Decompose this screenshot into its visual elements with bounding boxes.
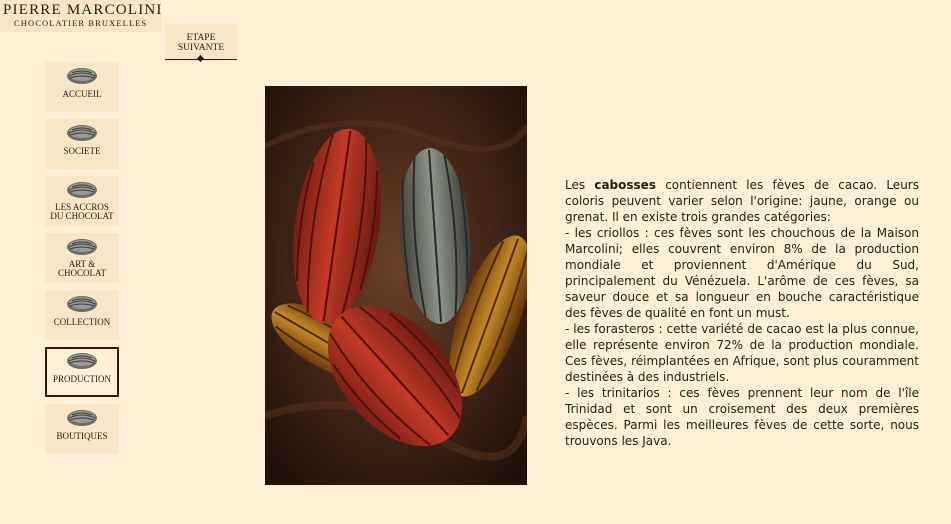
next-step-label-line1: ETAPE — [186, 33, 216, 43]
nav-label: ACCUEIL — [62, 89, 102, 99]
nav-label: BOUTIQUES — [56, 431, 108, 441]
nav-label-line2: CHOCOLAT — [57, 268, 106, 278]
next-step-label-line2: SUIVANTE — [177, 43, 225, 53]
nav-label: LES ACCROS — [55, 202, 109, 212]
nav-label-line2: DU CHOCOLAT — [50, 211, 114, 221]
nav-item-collection[interactable] — [45, 290, 119, 340]
cacao-pods-illustration — [265, 86, 527, 485]
cacao-pods-photo — [265, 86, 527, 485]
production-description — [565, 177, 919, 449]
intro-keyword: cabosses — [594, 178, 656, 192]
nav-item-les-accros[interactable] — [45, 176, 119, 226]
nav-item-production[interactable] — [45, 347, 119, 397]
nav-label: COLLECTION — [53, 317, 111, 327]
brand-logo[interactable] — [0, 0, 161, 32]
criollos-paragraph: - les criollos : ces fèves sont les chouchous de la Maison Marcolini; elles couvrent environ 8% de la production mondiale et proviennent d'Amérique du Sud, principalement du Vénézuela. L'arôme de ces fèves, sa saveur douce et sa longueur en bouche caractéristique des fèves de qualité en font un must. — [565, 226, 919, 320]
nav-label: ART & — [68, 259, 96, 269]
intro-prefix: Les — [565, 178, 595, 192]
cacao-bean-icon — [66, 123, 98, 143]
diamond-icon — [197, 55, 204, 62]
nav-item-boutiques[interactable] — [45, 404, 119, 454]
nav-label: SOCIETE — [63, 146, 101, 156]
cacao-bean-icon — [66, 180, 98, 200]
intro-text: contiennent les fèves de cacao. Leurs coloris peuvent varier selon l'origine: jaune, orange ou grenat. Il en existe trois grandes catégories: — [565, 178, 919, 224]
cacao-bean-icon — [66, 408, 98, 428]
nav-item-accueil[interactable] — [45, 62, 119, 112]
intro-paragraph — [565, 177, 919, 225]
brand-subtitle: CHOCOLATIER BRUXELLES — [14, 18, 148, 28]
cacao-bean-icon — [66, 237, 98, 257]
cacao-bean-icon — [66, 351, 98, 371]
cacao-bean-icon — [66, 66, 98, 86]
nav-label: PRODUCTION — [52, 374, 111, 384]
cacao-bean-icon — [66, 294, 98, 314]
nav-item-art-chocolat[interactable] — [45, 233, 119, 283]
nav-item-societe[interactable] — [45, 119, 119, 169]
forasteros-paragraph: - les forasteros : cette variété de cacao est la plus connue, elle représente environ 72% de la production mondiale. Ces fèves, réimplantées en Afrique, sont plus couramment destinées à des industriels. — [565, 322, 919, 384]
trinitarios-paragraph: - les trinitarios : ces fèves prennent leur nom de l'île Trinidad et sont un croisement des deux premières espèces. Parmi les meilleures fèves de cette sorte, nous trouvons les Java. — [565, 386, 919, 448]
next-step-button[interactable] — [165, 24, 237, 61]
brand-name: PIERRE MARCOLINI — [3, 2, 163, 18]
